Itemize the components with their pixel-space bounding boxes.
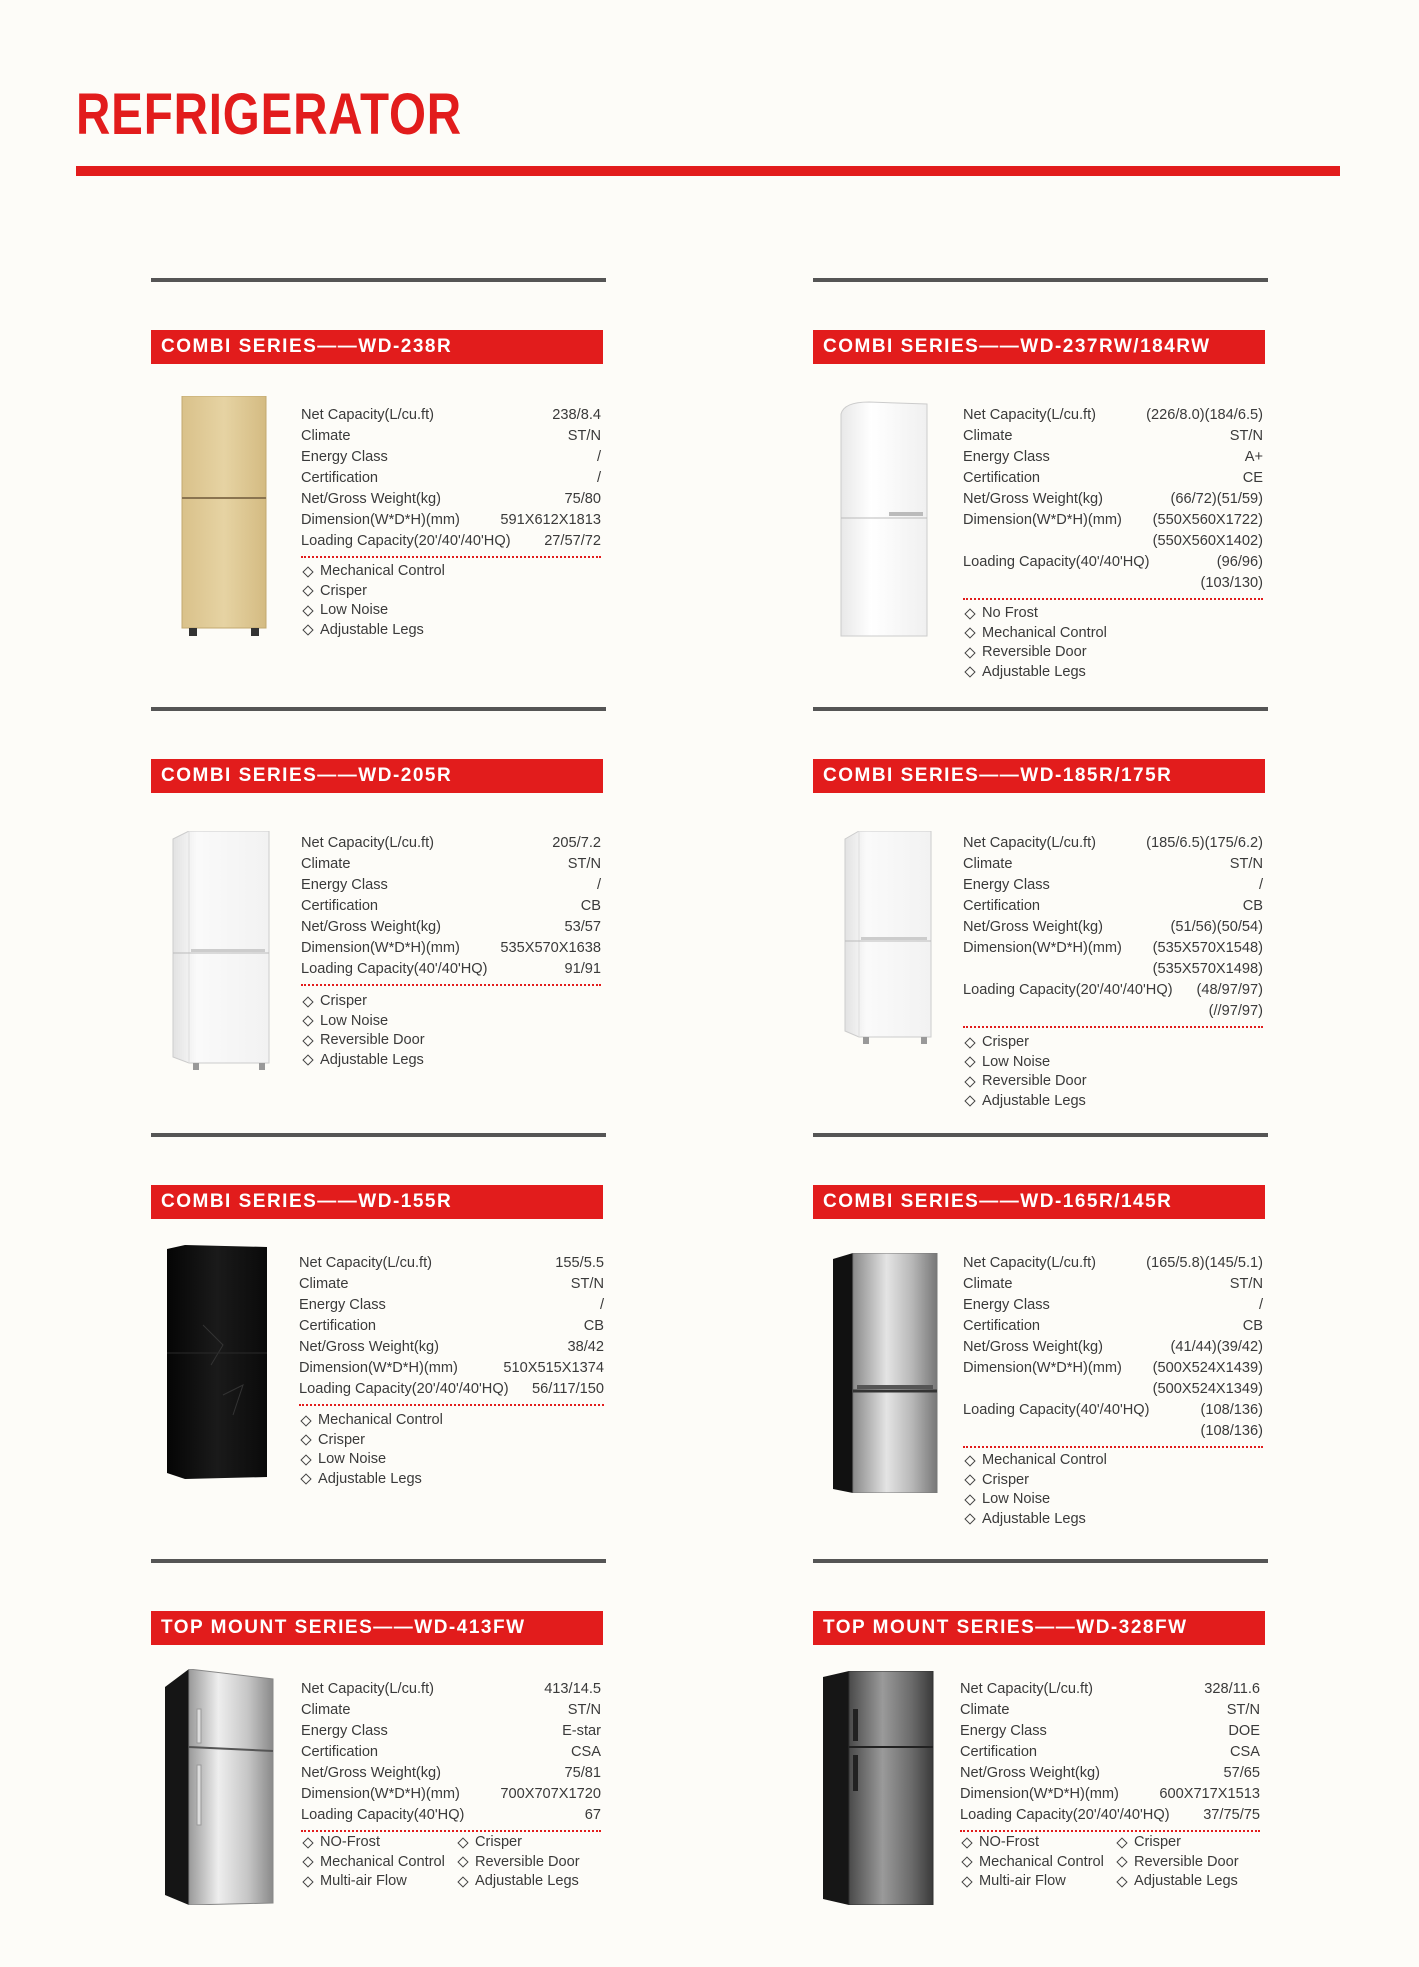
- spec-list: [960, 1679, 1260, 1832]
- card-top-rule: [151, 278, 606, 282]
- dotted-divider: [963, 598, 1263, 600]
- spec-row: Climate ST/N: [963, 428, 1263, 444]
- spec-row: Energy Class A+: [963, 449, 1263, 465]
- feature-item: Reversible Door: [301, 1031, 611, 1051]
- diamond-bullet-icon: [302, 1035, 313, 1046]
- spec-row: Climate ST/N: [301, 1702, 601, 1718]
- spec-row: Certification /: [301, 470, 601, 486]
- spec-row: Energy Class /: [301, 877, 601, 893]
- diamond-bullet-icon: [964, 1514, 975, 1525]
- dotted-divider: [963, 1446, 1263, 1448]
- diamond-bullet-icon: [1116, 1857, 1127, 1868]
- feature-list: [301, 1833, 611, 1892]
- spec-row: Dimension(W*D*H)(mm) 700X707X1720: [301, 1786, 601, 1802]
- spec-row: Loading Capacity(40'/40'HQ) (96/96): [963, 554, 1263, 570]
- spec-row: Loading Capacity(40'HQ) 67: [301, 1807, 601, 1823]
- dotted-divider: [299, 1404, 604, 1406]
- feature-item: Reversible Door: [456, 1853, 611, 1873]
- diamond-bullet-icon: [302, 1876, 313, 1887]
- diamond-bullet-icon: [302, 1837, 313, 1848]
- diamond-bullet-icon: [300, 1474, 311, 1485]
- feature-item: Adjustable Legs: [301, 1051, 611, 1071]
- spec-row: Loading Capacity(20'/40'/40'HQ) 37/75/75: [960, 1807, 1260, 1823]
- feature-item: Multi-air Flow: [301, 1872, 456, 1892]
- spec-row: Net Capacity(L/cu.ft) (226/8.0)(184/6.5): [963, 407, 1263, 423]
- feature-column-right: [1115, 1833, 1270, 1892]
- feature-list: [960, 1833, 1270, 1892]
- feature-list: [299, 1411, 609, 1489]
- card-top-rule: [813, 1133, 1268, 1137]
- diamond-bullet-icon: [300, 1435, 311, 1446]
- spec-row: Energy Class /: [301, 449, 601, 465]
- spec-row: Net Capacity(L/cu.ft) 205/7.2: [301, 835, 601, 851]
- spec-row: Net Capacity(L/cu.ft) 328/11.6: [960, 1681, 1260, 1697]
- spec-row: Certification CB: [299, 1318, 604, 1334]
- spec-row: Certification CE: [963, 470, 1263, 486]
- product-image-top-mount-dark-fridge: [823, 1671, 935, 1905]
- diamond-bullet-icon: [302, 625, 313, 636]
- spec-list: [963, 405, 1263, 600]
- spec-row: Net Capacity(L/cu.ft) 155/5.5: [299, 1255, 604, 1271]
- card-top-rule: [813, 278, 1268, 282]
- diamond-bullet-icon: [961, 1837, 972, 1848]
- product-header: COMBI SERIES——WD-237RW/184RW: [813, 330, 1265, 364]
- feature-item: Adjustable Legs: [963, 1092, 1273, 1112]
- spec-row: Energy Class E-star: [301, 1723, 601, 1739]
- spec-row: Dimension(W*D*H)(mm) 591X612X1813: [301, 512, 601, 528]
- feature-item: Reversible Door: [963, 643, 1273, 663]
- feature-item: Crisper: [301, 992, 611, 1012]
- spec-list: [301, 833, 601, 986]
- spec-row: Climate ST/N: [301, 428, 601, 444]
- feature-item: Reversible Door: [963, 1072, 1273, 1092]
- feature-item: Adjustable Legs: [456, 1872, 611, 1892]
- spec-row: Dimension(W*D*H)(mm) (550X560X1722): [963, 512, 1263, 528]
- diamond-bullet-icon: [302, 1016, 313, 1027]
- feature-item: Adjustable Legs: [963, 663, 1273, 683]
- feature-item: Mechanical Control: [301, 1853, 456, 1873]
- card-top-rule: [813, 707, 1268, 711]
- spec-row: Loading Capacity(20'/40'/40'HQ) 27/57/72: [301, 533, 601, 549]
- feature-item: Crisper: [301, 582, 611, 602]
- spec-row: Energy Class /: [299, 1297, 604, 1313]
- spec-row: Net Capacity(L/cu.ft) 413/14.5: [301, 1681, 601, 1697]
- spec-row: Loading Capacity(20'/40'/40'HQ) (48/97/97): [963, 982, 1263, 998]
- feature-list: [963, 1451, 1273, 1529]
- spec-row: Net/Gross Weight(kg) 38/42: [299, 1339, 604, 1355]
- diamond-bullet-icon: [964, 1057, 975, 1068]
- spec-row: Climate ST/N: [301, 856, 601, 872]
- spec-row: Net/Gross Weight(kg) (51/56)(50/54): [963, 919, 1263, 935]
- spec-list: [963, 833, 1263, 1028]
- feature-list: [301, 562, 611, 640]
- feature-item: Crisper: [963, 1471, 1273, 1491]
- spec-row: Net/Gross Weight(kg) (66/72)(51/59): [963, 491, 1263, 507]
- feature-list: [963, 604, 1273, 682]
- card-top-rule: [151, 1133, 606, 1137]
- diamond-bullet-icon: [302, 1055, 313, 1066]
- product-header: COMBI SERIES——WD-238R: [151, 330, 603, 364]
- spec-list: [301, 405, 601, 558]
- product-header: COMBI SERIES——WD-165R/145R: [813, 1185, 1265, 1219]
- feature-item: Low Noise: [301, 601, 611, 621]
- spec-row: Climate ST/N: [963, 1276, 1263, 1292]
- spec-row: Net/Gross Weight(kg) 53/57: [301, 919, 601, 935]
- spec-row-continued: (550X560X1402): [1152, 533, 1263, 549]
- diamond-bullet-icon: [961, 1857, 972, 1868]
- spec-row: Certification CB: [963, 898, 1263, 914]
- diamond-bullet-icon: [300, 1454, 311, 1465]
- product-image-black-fridge: [163, 1245, 269, 1481]
- feature-list: [963, 1033, 1273, 1111]
- diamond-bullet-icon: [300, 1415, 311, 1426]
- spec-row: Loading Capacity(40'/40'HQ) 91/91: [301, 961, 601, 977]
- spec-row: Energy Class /: [963, 1297, 1263, 1313]
- spec-list: [299, 1253, 604, 1406]
- diamond-bullet-icon: [302, 566, 313, 577]
- feature-column-left: [960, 1833, 1115, 1892]
- feature-item: Low Noise: [963, 1053, 1273, 1073]
- spec-row-continued: (500X524X1349): [1152, 1381, 1263, 1397]
- product-image-steel-fridge: [833, 1253, 939, 1493]
- spec-row-continued: (103/130): [1200, 575, 1263, 591]
- spec-row: Net Capacity(L/cu.ft) (185/6.5)(175/6.2): [963, 835, 1263, 851]
- dotted-divider: [301, 556, 601, 558]
- product-image-top-mount-steel-fridge: [163, 1669, 275, 1905]
- spec-row: Certification CSA: [301, 1744, 601, 1760]
- feature-item: Mechanical Control: [963, 624, 1273, 644]
- spec-row: Net/Gross Weight(kg) 75/81: [301, 1765, 601, 1781]
- spec-row: Dimension(W*D*H)(mm) (500X524X1439): [963, 1360, 1263, 1376]
- dotted-divider: [301, 1830, 601, 1832]
- product-image-white-fridge: [839, 400, 929, 640]
- feature-item: Adjustable Legs: [301, 621, 611, 641]
- diamond-bullet-icon: [1116, 1876, 1127, 1887]
- feature-column-right: [456, 1833, 611, 1892]
- spec-list: [301, 1679, 601, 1832]
- diamond-bullet-icon: [964, 608, 975, 619]
- diamond-bullet-icon: [964, 1076, 975, 1087]
- spec-row: Dimension(W*D*H)(mm) 600X717X1513: [960, 1786, 1260, 1802]
- spec-row: Energy Class DOE: [960, 1723, 1260, 1739]
- spec-list: [963, 1253, 1263, 1448]
- spec-row: Net Capacity(L/cu.ft) 238/8.4: [301, 407, 601, 423]
- feature-item: Crisper: [299, 1431, 609, 1451]
- feature-item: No Frost: [963, 604, 1273, 624]
- spec-row: Climate ST/N: [963, 856, 1263, 872]
- spec-row-continued: (//97/97): [1208, 1003, 1263, 1019]
- spec-row: Energy Class /: [963, 877, 1263, 893]
- product-header: COMBI SERIES——WD-205R: [151, 759, 603, 793]
- diamond-bullet-icon: [964, 1494, 975, 1505]
- feature-item: NO-Frost: [960, 1833, 1115, 1853]
- feature-item: Adjustable Legs: [299, 1470, 609, 1490]
- product-image-wood-fridge: [181, 396, 267, 638]
- spec-row: Loading Capacity(20'/40'/40'HQ) 56/117/150: [299, 1381, 604, 1397]
- spec-row: Climate ST/N: [960, 1702, 1260, 1718]
- feature-item: Low Noise: [299, 1450, 609, 1470]
- spec-row-continued: (108/136): [1200, 1423, 1263, 1439]
- diamond-bullet-icon: [961, 1876, 972, 1887]
- spec-row: Dimension(W*D*H)(mm) 535X570X1638: [301, 940, 601, 956]
- feature-list: [301, 992, 611, 1070]
- feature-item: NO-Frost: [301, 1833, 456, 1853]
- diamond-bullet-icon: [457, 1876, 468, 1887]
- feature-item: Crisper: [963, 1033, 1273, 1053]
- feature-item: Mechanical Control: [960, 1853, 1115, 1873]
- diamond-bullet-icon: [302, 996, 313, 1007]
- feature-item: Mechanical Control: [299, 1411, 609, 1431]
- diamond-bullet-icon: [964, 628, 975, 639]
- feature-item: Crisper: [1115, 1833, 1270, 1853]
- product-header: TOP MOUNT SERIES——WD-413FW: [151, 1611, 603, 1645]
- diamond-bullet-icon: [964, 1037, 975, 1048]
- diamond-bullet-icon: [964, 667, 975, 678]
- feature-item: Adjustable Legs: [963, 1510, 1273, 1530]
- title-divider: [76, 166, 1340, 176]
- spec-row: Net/Gross Weight(kg) 57/65: [960, 1765, 1260, 1781]
- diamond-bullet-icon: [302, 1857, 313, 1868]
- feature-item: Low Noise: [301, 1012, 611, 1032]
- spec-row: Certification CSA: [960, 1744, 1260, 1760]
- dotted-divider: [963, 1026, 1263, 1028]
- spec-row: Dimension(W*D*H)(mm) (535X570X1548): [963, 940, 1263, 956]
- spec-row: Certification CB: [963, 1318, 1263, 1334]
- diamond-bullet-icon: [964, 1455, 975, 1466]
- diamond-bullet-icon: [457, 1857, 468, 1868]
- diamond-bullet-icon: [964, 1096, 975, 1107]
- spec-row: Climate ST/N: [299, 1276, 604, 1292]
- product-header: COMBI SERIES——WD-155R: [151, 1185, 603, 1219]
- feature-item: Crisper: [456, 1833, 611, 1853]
- diamond-bullet-icon: [964, 647, 975, 658]
- spec-row-continued: (535X570X1498): [1152, 961, 1263, 977]
- feature-item: Mechanical Control: [963, 1451, 1273, 1471]
- diamond-bullet-icon: [302, 586, 313, 597]
- product-image-white-fridge: [843, 831, 933, 1045]
- feature-column-left: [301, 1833, 456, 1892]
- product-image-white-fridge: [171, 831, 271, 1071]
- spec-row: Net/Gross Weight(kg) 75/80: [301, 491, 601, 507]
- spec-row: Dimension(W*D*H)(mm) 510X515X1374: [299, 1360, 604, 1376]
- feature-item: Multi-air Flow: [960, 1872, 1115, 1892]
- product-header: TOP MOUNT SERIES——WD-328FW: [813, 1611, 1265, 1645]
- spec-row: Net Capacity(L/cu.ft) (165/5.8)(145/5.1): [963, 1255, 1263, 1271]
- diamond-bullet-icon: [1116, 1837, 1127, 1848]
- diamond-bullet-icon: [457, 1837, 468, 1848]
- spec-row: Net/Gross Weight(kg) (41/44)(39/42): [963, 1339, 1263, 1355]
- card-top-rule: [151, 707, 606, 711]
- feature-item: Reversible Door: [1115, 1853, 1270, 1873]
- feature-item: Low Noise: [963, 1490, 1273, 1510]
- spec-row: Loading Capacity(40'/40'HQ) (108/136): [963, 1402, 1263, 1418]
- spec-row: Certification CB: [301, 898, 601, 914]
- card-top-rule: [813, 1559, 1268, 1563]
- diamond-bullet-icon: [302, 605, 313, 616]
- diamond-bullet-icon: [964, 1475, 975, 1486]
- page-title: REFRIGERATOR: [76, 82, 462, 147]
- dotted-divider: [960, 1830, 1260, 1832]
- card-top-rule: [151, 1559, 606, 1563]
- feature-item: Mechanical Control: [301, 562, 611, 582]
- dotted-divider: [301, 984, 601, 986]
- feature-item: Adjustable Legs: [1115, 1872, 1270, 1892]
- product-header: COMBI SERIES——WD-185R/175R: [813, 759, 1265, 793]
